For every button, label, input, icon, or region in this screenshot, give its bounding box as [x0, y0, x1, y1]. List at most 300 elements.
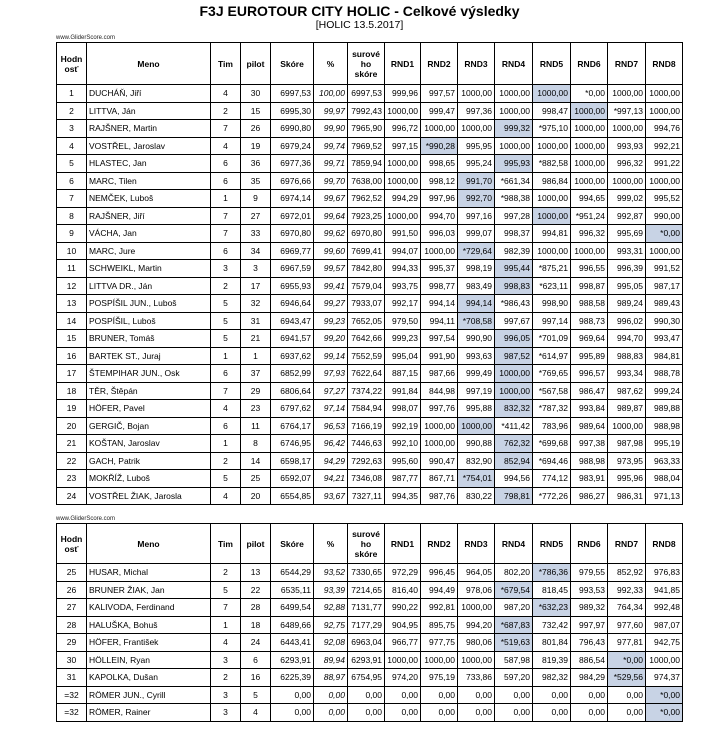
cell-pilot: 18: [241, 616, 271, 634]
cell-position: 28: [57, 616, 87, 634]
cell-rnd8: 991,22: [646, 155, 683, 173]
cell-team: 6: [211, 172, 241, 190]
header-rnd6: RND6: [571, 524, 608, 564]
table-row: [57, 120, 683, 138]
cell-rnd7: 987,98: [608, 435, 646, 453]
cell-rnd3: 0,00: [458, 704, 495, 722]
cell-name: MARC, Jure: [87, 242, 211, 260]
cell-rnd3: 994,20: [458, 616, 495, 634]
cell-name: SCHWEIKL, Martin: [87, 260, 211, 278]
cell-name: HUSAR, Michal: [87, 564, 211, 582]
cell-position: 19: [57, 400, 87, 418]
cell-raw-score: 0,00: [348, 704, 385, 722]
cell-rnd5: 1000,00: [533, 242, 571, 260]
cell-rnd4: *411,42: [495, 417, 533, 435]
cell-rnd6: 988,73: [571, 312, 608, 330]
cell-pilot: 29: [241, 382, 271, 400]
header-rnd8: RND8: [646, 43, 683, 85]
cell-name: BRUNER ŽIAK, Jan: [87, 581, 211, 599]
cell-percent: 89,94: [314, 651, 348, 669]
results-body-top: [57, 85, 683, 505]
cell-score: 6806,64: [271, 382, 314, 400]
cell-rnd4: *988,38: [495, 190, 533, 208]
cell-rnd7: *0,00: [608, 651, 646, 669]
cell-raw-score: 7642,66: [348, 330, 385, 348]
cell-name: GACH, Patrik: [87, 452, 211, 470]
cell-rnd6: 996,57: [571, 365, 608, 383]
cell-rnd2: 998,77: [421, 277, 458, 295]
cell-name: KAPOLKA, Dušan: [87, 669, 211, 687]
cell-rnd1: 994,33: [385, 260, 421, 278]
cell-rnd4: 1000,00: [495, 85, 533, 103]
cell-pilot: 34: [241, 242, 271, 260]
cell-rnd7: 992,87: [608, 207, 646, 225]
cell-rnd1: 992,17: [385, 295, 421, 313]
cell-rnd2: 996,03: [421, 225, 458, 243]
cell-score: 6797,62: [271, 400, 314, 418]
cell-rnd2: 997,54: [421, 330, 458, 348]
cell-rnd4: 1000,00: [495, 102, 533, 120]
table-row: [57, 330, 683, 348]
cell-raw-score: 7965,90: [348, 120, 385, 138]
cell-pilot: 22: [241, 581, 271, 599]
cell-raw-score: 6963,04: [348, 634, 385, 652]
cell-rnd8: 1000,00: [646, 651, 683, 669]
cell-rnd7: 996,32: [608, 155, 646, 173]
cell-rnd8: 1000,00: [646, 172, 683, 190]
cell-position: 22: [57, 452, 87, 470]
cell-position: 3: [57, 120, 87, 138]
cell-score: 6598,17: [271, 452, 314, 470]
cell-rnd7: 1000,00: [608, 172, 646, 190]
cell-rnd7: 1000,00: [608, 417, 646, 435]
results-body-bottom: [57, 564, 683, 722]
cell-rnd5: *975,10: [533, 120, 571, 138]
cell-rnd8: 971,13: [646, 487, 683, 505]
cell-percent: 99,23: [314, 312, 348, 330]
cell-pilot: 21: [241, 330, 271, 348]
cell-rnd1: 998,07: [385, 400, 421, 418]
cell-rnd5: 774,12: [533, 470, 571, 488]
cell-rnd1: 966,77: [385, 634, 421, 652]
cell-name: POSPÍŠIL, Luboš: [87, 312, 211, 330]
cell-rnd7: 1000,00: [608, 120, 646, 138]
cell-pilot: 4: [241, 704, 271, 722]
cell-percent: 96,42: [314, 435, 348, 453]
cell-rnd2: 844,98: [421, 382, 458, 400]
cell-score: 6976,66: [271, 172, 314, 190]
cell-rnd5: 982,32: [533, 669, 571, 687]
cell-team: 3: [211, 651, 241, 669]
cell-rnd1: 1000,00: [385, 651, 421, 669]
cell-raw-score: 7131,77: [348, 599, 385, 617]
cell-raw-score: 7992,43: [348, 102, 385, 120]
cell-team: 3: [211, 704, 241, 722]
cell-team: 3: [211, 686, 241, 704]
cell-rnd1: 992,19: [385, 417, 421, 435]
cell-rnd6: 993,53: [571, 581, 608, 599]
cell-rnd8: 984,81: [646, 347, 683, 365]
cell-rnd6: 0,00: [571, 686, 608, 704]
cell-score: 6970,80: [271, 225, 314, 243]
cell-rnd1: 995,60: [385, 452, 421, 470]
cell-raw-score: 6754,95: [348, 669, 385, 687]
cell-percent: 99,97: [314, 102, 348, 120]
cell-rnd3: 999,49: [458, 365, 495, 383]
header-rnd8: RND8: [646, 524, 683, 564]
cell-score: 6990,80: [271, 120, 314, 138]
cell-raw-score: 7969,52: [348, 137, 385, 155]
cell-position: 23: [57, 470, 87, 488]
cell-pilot: 31: [241, 312, 271, 330]
cell-team: 2: [211, 277, 241, 295]
header-rnd1: RND1: [385, 524, 421, 564]
cell-percent: 96,53: [314, 417, 348, 435]
cell-rnd5: *567,58: [533, 382, 571, 400]
cell-raw-score: 7923,25: [348, 207, 385, 225]
cell-rnd3: 0,00: [458, 686, 495, 704]
cell-rnd7: 987,62: [608, 382, 646, 400]
cell-rnd1: 0,00: [385, 686, 421, 704]
cell-pilot: 1: [241, 347, 271, 365]
cell-percent: 99,41: [314, 277, 348, 295]
cell-rnd1: 1000,00: [385, 207, 421, 225]
header-team: Tim: [211, 524, 241, 564]
cell-position: 18: [57, 382, 87, 400]
cell-rnd6: 989,64: [571, 417, 608, 435]
cell-score: 6764,17: [271, 417, 314, 435]
cell-name: GERGIČ, Bojan: [87, 417, 211, 435]
cell-pilot: 16: [241, 669, 271, 687]
cell-raw-score: 7962,52: [348, 190, 385, 208]
cell-rnd6: 997,38: [571, 435, 608, 453]
header-rnd4: RND4: [495, 43, 533, 85]
cell-rnd4: 587,98: [495, 651, 533, 669]
cell-score: 6937,62: [271, 347, 314, 365]
cell-percent: 0,00: [314, 686, 348, 704]
cell-score: 6946,64: [271, 295, 314, 313]
cell-position: 17: [57, 365, 87, 383]
cell-rnd1: 1000,00: [385, 155, 421, 173]
cell-percent: 99,57: [314, 260, 348, 278]
cell-rnd4: 832,32: [495, 400, 533, 418]
cell-rnd1: 887,15: [385, 365, 421, 383]
cell-pilot: 20: [241, 487, 271, 505]
cell-rnd2: 997,96: [421, 190, 458, 208]
gliderscore-brand: www.GliderScore.com: [56, 35, 116, 41]
cell-rnd5: 998,90: [533, 295, 571, 313]
cell-rnd8: 976,83: [646, 564, 683, 582]
cell-rnd4: 802,20: [495, 564, 533, 582]
cell-percent: 99,67: [314, 190, 348, 208]
cell-rnd1: 994,29: [385, 190, 421, 208]
cell-raw-score: 7446,63: [348, 435, 385, 453]
cell-rnd6: 986,47: [571, 382, 608, 400]
cell-rnd2: 997,57: [421, 85, 458, 103]
cell-percent: 92,08: [314, 634, 348, 652]
cell-team: 5: [211, 312, 241, 330]
cell-raw-score: 6293,91: [348, 651, 385, 669]
cell-rnd4: *661,34: [495, 172, 533, 190]
header-position: Hodn osť: [57, 43, 87, 85]
cell-team: 5: [211, 295, 241, 313]
table-row: [57, 452, 683, 470]
cell-rnd1: 997,15: [385, 137, 421, 155]
cell-rnd7: 977,60: [608, 616, 646, 634]
table-row: [57, 137, 683, 155]
cell-rnd6: 989,32: [571, 599, 608, 617]
cell-rnd4: 1000,00: [495, 137, 533, 155]
cell-percent: 88,97: [314, 669, 348, 687]
cell-pilot: 13: [241, 564, 271, 582]
header-rnd5: RND5: [533, 43, 571, 85]
cell-rnd3: 978,06: [458, 581, 495, 599]
cell-percent: 99,62: [314, 225, 348, 243]
cell-rnd5: *632,23: [533, 599, 571, 617]
table-row: [57, 487, 683, 505]
cell-rnd6: 998,87: [571, 277, 608, 295]
cell-rnd3: 999,07: [458, 225, 495, 243]
cell-name: HÖFER, Pavel: [87, 400, 211, 418]
cell-rnd7: 996,39: [608, 260, 646, 278]
table-row: [57, 686, 683, 704]
cell-name: LITTVA DR., Ján: [87, 277, 211, 295]
cell-rnd2: 0,00: [421, 686, 458, 704]
cell-rnd7: 988,83: [608, 347, 646, 365]
cell-score: 6746,95: [271, 435, 314, 453]
cell-rnd4: 999,32: [495, 120, 533, 138]
table-row: [57, 225, 683, 243]
cell-score: 6489,66: [271, 616, 314, 634]
cell-score: 0,00: [271, 704, 314, 722]
cell-team: 4: [211, 634, 241, 652]
cell-rnd3: 997,19: [458, 382, 495, 400]
cell-rnd4: 996,05: [495, 330, 533, 348]
cell-rnd7: 995,69: [608, 225, 646, 243]
cell-name: KALIVODA, Ferdinand: [87, 599, 211, 617]
cell-score: 6943,47: [271, 312, 314, 330]
cell-position: =32: [57, 686, 87, 704]
cell-rnd5: *882,58: [533, 155, 571, 173]
cell-name: VOSTŘEL, Jaroslav: [87, 137, 211, 155]
header-rnd6: RND6: [571, 43, 608, 85]
table-row: [57, 651, 683, 669]
results-table-bottom: [56, 523, 683, 722]
cell-position: 15: [57, 330, 87, 348]
cell-rnd2: 994,11: [421, 312, 458, 330]
cell-pilot: 35: [241, 172, 271, 190]
cell-rnd4: 998,83: [495, 277, 533, 295]
table-row: [57, 260, 683, 278]
header-score: Skóre: [271, 43, 314, 85]
cell-team: 4: [211, 487, 241, 505]
cell-rnd3: 997,36: [458, 102, 495, 120]
cell-rnd4: 798,81: [495, 487, 533, 505]
table-row: [57, 347, 683, 365]
cell-name: RAJŠNER, Martin: [87, 120, 211, 138]
cell-rnd3: 990,90: [458, 330, 495, 348]
cell-rnd1: 979,50: [385, 312, 421, 330]
cell-team: 7: [211, 207, 241, 225]
table-row: [57, 669, 683, 687]
cell-rnd5: *614,97: [533, 347, 571, 365]
cell-team: 6: [211, 155, 241, 173]
cell-percent: 99,70: [314, 172, 348, 190]
cell-rnd2: 997,76: [421, 400, 458, 418]
cell-percent: 93,52: [314, 564, 348, 582]
cell-position: 8: [57, 207, 87, 225]
cell-rnd5: 1000,00: [533, 190, 571, 208]
cell-rnd2: 1000,00: [421, 435, 458, 453]
cell-rnd8: 992,21: [646, 137, 683, 155]
cell-raw-score: 7292,63: [348, 452, 385, 470]
cell-rnd1: 994,35: [385, 487, 421, 505]
cell-rnd5: *623,11: [533, 277, 571, 295]
cell-raw-score: 7552,59: [348, 347, 385, 365]
cell-rnd4: 987,52: [495, 347, 533, 365]
cell-team: 2: [211, 452, 241, 470]
cell-rnd1: 999,96: [385, 85, 421, 103]
table-row: [57, 190, 683, 208]
cell-rnd2: 998,12: [421, 172, 458, 190]
cell-rnd3: 1000,00: [458, 599, 495, 617]
header-raw-score: surové ho skóre: [348, 43, 385, 85]
cell-name: HÖLLEIN, Ryan: [87, 651, 211, 669]
cell-name: HÖFER, František: [87, 634, 211, 652]
header-position: Hodn osť: [57, 524, 87, 564]
table-row: [57, 277, 683, 295]
cell-rnd7: 993,34: [608, 365, 646, 383]
cell-team: 2: [211, 669, 241, 687]
cell-raw-score: 7166,19: [348, 417, 385, 435]
cell-position: 20: [57, 417, 87, 435]
cell-rnd2: 991,90: [421, 347, 458, 365]
cell-rnd8: 990,30: [646, 312, 683, 330]
cell-rnd6: 988,58: [571, 295, 608, 313]
cell-rnd1: 972,29: [385, 564, 421, 582]
cell-rnd3: 1000,00: [458, 120, 495, 138]
cell-rnd4: 852,94: [495, 452, 533, 470]
cell-rnd7: 977,81: [608, 634, 646, 652]
cell-position: 24: [57, 487, 87, 505]
cell-pilot: 25: [241, 470, 271, 488]
header-pilot: pilot: [241, 43, 271, 85]
cell-rnd7: *529,56: [608, 669, 646, 687]
cell-rnd7: 1000,00: [608, 85, 646, 103]
cell-rnd5: 801,84: [533, 634, 571, 652]
table-row: [57, 155, 683, 173]
cell-rnd1: 993,75: [385, 277, 421, 295]
cell-name: DUCHÁŇ, Jiří: [87, 85, 211, 103]
cell-position: 6: [57, 172, 87, 190]
cell-team: 7: [211, 120, 241, 138]
cell-pilot: 33: [241, 225, 271, 243]
cell-rnd3: 997,16: [458, 207, 495, 225]
cell-rnd3: 830,22: [458, 487, 495, 505]
cell-name: RÖMER JUN., Cyrill: [87, 686, 211, 704]
table-row: [57, 581, 683, 599]
header-percent: %: [314, 524, 348, 564]
cell-rnd8: 989,88: [646, 400, 683, 418]
header-rnd7: RND7: [608, 524, 646, 564]
cell-team: 4: [211, 400, 241, 418]
cell-score: 6535,11: [271, 581, 314, 599]
cell-rnd6: 984,29: [571, 669, 608, 687]
cell-rnd3: 1000,00: [458, 85, 495, 103]
gliderscore-brand-2: www.GliderScore.com: [56, 516, 116, 522]
cell-rnd7: 989,87: [608, 400, 646, 418]
cell-rnd2: 867,71: [421, 470, 458, 488]
cell-percent: 93,67: [314, 487, 348, 505]
cell-team: 6: [211, 417, 241, 435]
cell-rnd1: 992,10: [385, 435, 421, 453]
cell-score: 6225,39: [271, 669, 314, 687]
cell-rnd8: 988,98: [646, 417, 683, 435]
cell-rnd3: 995,88: [458, 400, 495, 418]
cell-team: 7: [211, 225, 241, 243]
cell-rnd5: 986,84: [533, 172, 571, 190]
cell-rnd5: 998,47: [533, 102, 571, 120]
table-row: [57, 417, 683, 435]
cell-pilot: 36: [241, 155, 271, 173]
cell-rnd5: *875,21: [533, 260, 571, 278]
cell-raw-score: 7652,05: [348, 312, 385, 330]
cell-rnd7: 992,33: [608, 581, 646, 599]
header-name: Meno: [87, 524, 211, 564]
cell-rnd5: *699,68: [533, 435, 571, 453]
cell-pilot: 27: [241, 207, 271, 225]
cell-rnd8: 942,75: [646, 634, 683, 652]
header-rnd7: RND7: [608, 43, 646, 85]
cell-position: 26: [57, 581, 87, 599]
cell-pilot: 17: [241, 277, 271, 295]
cell-name: MARC, Tilen: [87, 172, 211, 190]
cell-rnd5: 818,45: [533, 581, 571, 599]
cell-pilot: 14: [241, 452, 271, 470]
cell-rnd3: 1000,00: [458, 651, 495, 669]
cell-team: 7: [211, 382, 241, 400]
cell-rnd7: 764,34: [608, 599, 646, 617]
cell-rnd8: 987,17: [646, 277, 683, 295]
cell-pilot: 23: [241, 400, 271, 418]
header-percent: %: [314, 43, 348, 85]
cell-raw-score: 6997,53: [348, 85, 385, 103]
table-row: [57, 295, 683, 313]
cell-rnd3: *708,58: [458, 312, 495, 330]
cell-rnd8: *0,00: [646, 225, 683, 243]
cell-position: 12: [57, 277, 87, 295]
results-table-top: [56, 42, 683, 505]
cell-rnd2: 987,66: [421, 365, 458, 383]
cell-rnd5: 783,96: [533, 417, 571, 435]
table-row: [57, 85, 683, 103]
cell-rnd4: 0,00: [495, 686, 533, 704]
cell-rnd8: 941,85: [646, 581, 683, 599]
cell-team: 3: [211, 260, 241, 278]
cell-percent: 99,14: [314, 347, 348, 365]
cell-rnd3: 993,63: [458, 347, 495, 365]
cell-rnd8: 988,04: [646, 470, 683, 488]
cell-rnd8: *0,00: [646, 704, 683, 722]
table-row: [57, 365, 683, 383]
cell-rnd3: 1000,00: [458, 417, 495, 435]
cell-name: VOSTŘEL ŽIAK, Jarosla: [87, 487, 211, 505]
cell-pilot: 24: [241, 634, 271, 652]
cell-position: 11: [57, 260, 87, 278]
cell-rnd2: 987,76: [421, 487, 458, 505]
table-row: [57, 564, 683, 582]
cell-percent: 99,27: [314, 295, 348, 313]
